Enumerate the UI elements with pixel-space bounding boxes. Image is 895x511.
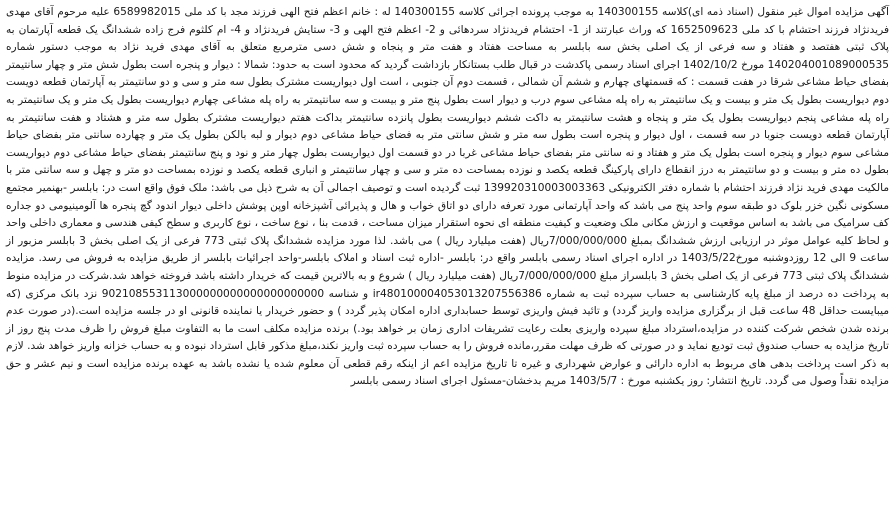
notice-body-text: آگهی مزایده اموال غیر منقول (اسناد ذمه ای)کلاسه 140300155 به موجب پرونده اجرائی کلاسه 140300155 له : خانم اعظم فتح الهی فرزند مجد با کد ملی 6589982015 علیه مرحوم آقای مهدی فریدنژاد فرزند احتشام با کد ملی 1652509623 که وراث عبارتند از 1- احتشام فریدنژاد سردهائی و 2- اعظم فتح الهی و 3- ستایش فریدنژاد و 4- ام کلثوم فرج زاده ششدانگ یک قطعه آپارتمان به پلاک ثبتی هفتصد و هفتاد و سه فرعی از یک اصلی بخش سه بابلسر به مساحت هفتاد و هفت متر و پنجاه و شش دسی مترمربع متعلق به آقای مهدی فرید نژاد به موجب دستور شماره 140204001089000535 مورخ 1402/10/2 اجرای اسناد رسمی پاکدشت در قبال طلب بستانکار بازداشت گردید که محدود است به حدود: شمالا : دیوار و پنجره است بطول شش متر و چهار سانتیمتر بفضای حیاط مشاعی شرقا در هفت قسمت : که قسمتهای چهارم و ششم آن شمالی ، قسمت دوم آن جنوبی ، است اول دیواریست مشترک بطول سه متر و سی و دو سانتیمتر به آپارتمان قطعه دویست دوم دیواریست بطول یک متر و بیست و یک سانتیمتر به راه پله مشاعی سوم درب و دیوار است بطول پنج متر و بیست و سه سانتیمتر به راه پله مشاعی چهارم دیواریست بطول یک متر و یک سانتیمتر به راه پله مشاعی پنجم دیواریست بطول یک متر و پنجاه و هشت سانتیمتر به داکت ششم دیواریست بطول پانزده سانتیمتر بداکت هفتم دیواریست مشترک بطول سه متر و هشتاد و هفت سانتیمتر به آپارتمان قطعه دویست جنوبا در سه قسمت ، اول دیوار و پنجره است بطول سه متر و شش سانتی متر به فضای حیاط مشاعی دوم دیوار و لبه بالکن بطول یک متر و چهارده سانتی متر بفضای حیاط مشاعی سوم دیوار و پنجره است بطول یک متر و هفتاد و نه سانتی متر بفضای حیاط مشاعی غربا در دو قسمت اول دیواریست بطول چهار متر و نود و پنج سانتیمتر بفضای حیاط مشاعی دوم دیواریست بطول ده متر و بیست و دو سانتیمتر به درز انقطاع دارای پارکینگ قطعه یکصد و نوزده بمساحت ده متر و سی و چهار سانتیمتر و انباری قطعه یکصد و نوزده بمساحت دو متر و چهل و سه سانتی متر با مالکیت مهدی فرید نژاد فرزند احتشام با شماره دفتر الکترونیکی 139920310003003363 ثبت گردیده است و توصیف اجمالی آن به شرح ذیل می باشد: ملک فوق واقع است در: بابلسر -بهنمیر مجتمع مسکونی نگین خزر بلوک دو طبقه سوم واحد پنج می باشد که واحد آپارتمانی مورد تعرفه دارای دو اتاق خواب و هال و پذیرائی آشپزخانه اوپن پوشش داخلی دیوار اندود گچ پنجره ها آلومینیومی دو جداره کف سرامیک می باشد به اساس موقعیت و ارزش مکانی ملک وضعیت و کیفیت منطقه ای نحوه استقرار میزان مساحت ، قدمت بنا ، نوع ساخت ، نوع کاربری و سطح کیفی هندسی و معماری داخلی واحد و لحاظ کلیه عوامل موثر در ارزیابی ارزش ششدانگ بمبلغ 7/000/000/000ریال (هفت میلیارد ریال ) می باشد. لذا مورد مزایده ششدانگ پلاک ثبتی 773 فرعی از یک اصلی بخش 3 بابلسر مزبور از ساعت 9 الی 12 روزدوشنبه مورخ1403/5/22 در اداره اجرای اسناد رسمی بابلسر واقع در: بابلسر -اداره ثبت اسناد و املاک بابلسر-واحد اجرائیات بابلسر از طریق مزایده به فروش می رسد. مزایده ششدانگ پلاک ثبتی 773 فرعی از یک اصلی بخش 3 بابلسراز مبلغ 7/000/000/000ریال (هفت میلیارد ریال ) شروع و به بالاترین قیمت که خریدار داشته باشد فروخته خواهد شد.شرکت در مزایده منوط به پرداخت ده درصد از مبلغ پایه کارشناسی به حساب سپرده ثبت به شماره ir480100004053013207556386 و شناسه 902108553113000000000000000000000 نزد بانک مرکزی (که میبایست حداقل 48 ساعت قبل از برگزاری مزایده واریز گردد) و تائید فیش واریزی توسط حسابداری اداره امکان پذیر گردد ) و حضور خریدار یا نماینده قانونی او در جلسه مزایده است.(در صورت عدم برنده شدن شخص شرکت کننده در مزایده،استرداد مبلغ سپرده واریزی بعلت رعایت تشریفات اداری زمان بر خواهد بود.) برنده مزایده مکلف است ما به التفاوت مبلغ فروش را ظرف مدت پنج روز از تاریخ مزایده به حساب صندوق ثبت تودیع نماید و در صورتی که ظرف مهلت مقرر،مانده فروش را به حساب سپرده ثبت واریز نکند،مبلغ مذکور قابل استرداد نبوده و به حساب خزانه واریز خواهد شد. لازم به ذکر است پرداخت بدهی های مربوط به اداره دارائی و عوارض شهرداری و غیره تا تاریخ مزایده اعم از اینکه رقم قطعی آن معلوم شده یا نشده باشد به عهده برنده مزایده است و نیم عشر و حق مزایده نقداً وصول می گردد. تاریخ انتشار: روز یکشنبه مورخ : 1403/5/7 مریم بدخشان-مسئول اجرای اسناد رسمی بابلسر [6, 6, 890, 388]
